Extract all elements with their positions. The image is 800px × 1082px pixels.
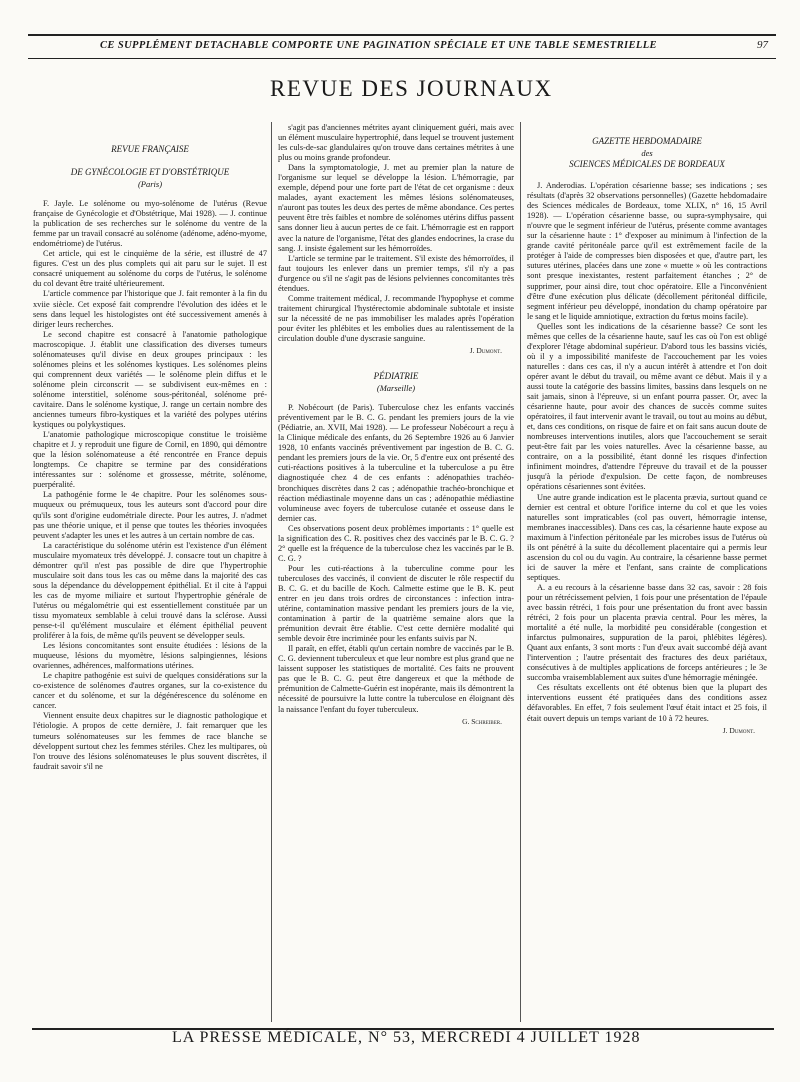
article-paragraph: F. Jayle. Le solénome ou myo-solénome de l'utérus (Revue française de Gynécologie et d'Obstétrique, Mai 1928). — J. continue la publication de ses recherches sur le solénome du ventre de la femme par un travail consacré au solénome (adénome, adéno-myome, endométriome) de l'utérus. bbox=[33, 199, 267, 249]
article-paragraph: Les lésions concomitantes sont ensuite étudiées : lésions de la muqueuse, lésions du myomètre, lésions salpingiennes, lésions ovariennes, adhérences, malformations utérines. bbox=[33, 641, 267, 671]
article-paragraph: Le second chapitre est consacré à l'anatomie pathologique macroscopique. J. établit une classification des diverses tumeurs solénomateuses qu'il divise en deux groupes principaux : les solénomes pleins et les solénomes kystiques. Les solénomes pleins qui comprennent deux variétés — le solénome plein diffus et le solénome plein circonscrit — se subdivisent eux-mêmes en : solénome interstitiel, solénome sous-péritonéal, solénome pré-cavitaire. Dans le solénome kystique, J. range un certain nombre des anciennes tumeurs fibro-kystiques et la variété des polypes utérins kystiques ou polykystiques. bbox=[33, 329, 267, 430]
article-paragraph: Une autre grande indication est le placenta prævia, surtout quand ce dernier est central et obture l'orifice interne du col et que les voies naturelles sont impraticables (col pas ouvert, hémorragie intense, membranes inaccessibles). Dans ces cas, la césarienne haute expose au maximum à l'infection péritonéale par les microbes issus de l'utérus où ils ont pénétré à la suite du décollement placentaire qui a permis leur ascension du col ou du vagin. Au contraire, la césarienne basse permet ici de sauver la mère et l'enfant, sans crainte de complications septiques. bbox=[527, 492, 767, 582]
article-paragraph: Cet article, qui est le cinquième de la série, est illustré de 47 figures. C'est un des plus complets qui ait paru sur le sujet. Il est consacré uniquement au solénome du corps de l'utérus, le solénome du col devant être traité ultérieurement. bbox=[33, 249, 267, 289]
article-paragraph: La pathogénie forme le 4e chapitre. Pour les solénomes sous-muqueux ou prémuqueux, tous les auteurs sont d'accord pour dire qu'ils sont d'origine eudométriale directe. Pour les autres, J. n'admet pas une théorie unique, et il pense que toutes les théories invoquées peuvent s'adapter les unes et les autres à un certain nombre de cas. bbox=[33, 490, 267, 540]
article-paragraph: A. a eu recours à la césarienne basse dans 32 cas, savoir : 28 fois pour un rétrécissement pelvien, 1 fois pour une présentation de l'épaule avec bassin rétréci, 1 fois pour une présentation du front avec bassin rétréci, 2 fois pour un placenta prævia central. Pour les mères, la mortalité a été nulle, la morbidité peu considérable (congestion et infarctus pulmonaires, suppuration de la paroi, phlébites légères). Quant aux enfants, 3 sont morts : l'un d'eux avait succombé déjà avant l'intervention ; l'autre présentait des fractures des deux pariétaux, consécutives à de multiples applications de forceps antérieures ; le 3e succomba vraisemblablement aux suites d'une hémorragie méningée. bbox=[527, 582, 767, 683]
section-heading: GAZETTE HEBDOMADAIRE bbox=[592, 136, 702, 146]
article-paragraph: Comme traitement médical, J. recommande l'hypophyse et comme traitement chirurgical l'hystérectomie abdominale subtotale et insiste sur la nécessité de ne pas immobiliser les malades après l'opération pour éviter les phlébites et les embolies dues au ralentissement de la circulation double d'une dyscrasie sanguine. bbox=[278, 293, 514, 343]
page-title: REVUE DES JOURNAUX bbox=[270, 76, 553, 101]
section-heading: DE GYNÉCOLOGIE ET D'OBSTÉTRIQUE bbox=[70, 167, 230, 177]
supplement-banner bbox=[28, 34, 776, 59]
page-footer bbox=[32, 1028, 774, 1058]
article-paragraph: s'agit pas d'anciennes métrites ayant cliniquement guéri, mais avec un élément musculaire hypertrophié, dans lequel se trouvent justement les culs-de-sac glandulaires qu'on trouve dans certaines métrites à une plus ou moins grande profondeur. bbox=[278, 123, 514, 163]
article-paragraph: Le chapitre pathogénie est suivi de quelques considérations sur la co-existence de solénomes d'autres organes, sur la co-existence du cancer et du solénome, et sur la dégénérescence du solénome en cancer. bbox=[33, 671, 267, 711]
article-paragraph: Ces résultats excellents ont été obtenus bien que la plupart des interventions eussent été pratiquées dans des conditions assez défavorables. En effet, 7 fois seulement l'œuf était intact et 25 fois, il était ouvert depuis un temps variant de 10 à 72 heures. bbox=[527, 683, 767, 723]
column-rule bbox=[271, 122, 272, 1022]
article-paragraph: J. Anderodias. L'opération césarienne basse; ses indications ; ses résultats (d'après 32 observations personnelles) (Gazette hebdomadaire des Sciences médicales de Bordeaux, tome XLIX, n° 16, 15 Avril 1928). — L'opération césarienne basse, ou supra-symphysaire, qui n'ouvre que le segment inférieur de l'utérus, présente comme avantages sur la césarienne haute : 1° d'exposer au minimum à l'infection de la grande cavité péritonéale parce qu'il est extrêmement facile de la protéger à l'aide de compresses bien disposées et que, d'autre part, les sutures utérines, placées dans une zone « muette » où les contractions sont presque inexistantes, restent parfaitement étanches ; 2° de supprimer, pour ainsi dire, tout choc opératoire. Elle a l'inconvénient d'être d'une exécution plus délicate (décollement péritonéal difficile, segment inférieur peu développé, inondation du champ opératoire par le sang et le liquide amniotique, extraction du fœtus moins facile). bbox=[527, 181, 767, 321]
article-paragraph: Quelles sont les indications de la césarienne basse? Ce sont les mêmes que celles de la césarienne haute, sauf les cas où l'on est obligé d'explorer l'étage abdominal supérieur. D'abord tous les bassins viciés, où il y a impossibilité manifeste de l'accouchement par les voies naturelles : dans ces cas, il n'y a aucun intérêt à attendre et l'on doit opérer avant le début du travail, ou même avant ce début. Mais il y a aussi toute la catégorie des bassins limites, bassins dans lesquels on ne sait jamais, sinon à l'épreuve, si un enfant pourra passer. Or, avec la césarienne haute, pour avoir des chances de succès comme suites opératoires, il faut intervenir avant le travail, ou tout au moins au début, et, dans ces conditions, on risque de faire et on fait sans aucun doute de nombreuses interventions inutiles, alors que l'accouchement se serait peut-être fait par les voies naturelles. Avec la césarienne basse, au contraire, on a la possibilité, étant donné les risques d'infection infiniment moindres, d'attendre l'épreuve du travail et de la pousser jusqu'à la période d'expulsion. De cette façon, de nombreuses opérations césariennes sont évitées. bbox=[527, 321, 767, 492]
author-signature: J. Dumont. bbox=[722, 725, 755, 735]
column-left bbox=[33, 133, 267, 1021]
column-rule bbox=[520, 122, 521, 1022]
article-paragraph: L'anatomie pathologique microscopique constitue le troisième chapitre et J. y reproduit une figure de Cornil, en 1890, qui démontre que la lésion solénomateuse a été rencontrée en France depuis longtemps. Ce chapitre se termine par des considérations intéressantes sur : solénome et grossesse, métrite, solénome, puerpéralité. bbox=[33, 430, 267, 490]
article-paragraph: Pour les cuti-réactions à la tuberculine comme pour les tuberculoses des vaccinés, il convient de discuter le rôle respectif du B. C. G. et du bacille de Koch. Calmette estime que le B. K. peut entrer en jeu dans trois ordres de circonstances : infection intra-utérine, contamination massive pendant les premiers jours de la vie, contamination à partir de la quatrième semaine alors que la prémunition devrait être établie. C'est cette dernière modalité qui semble devoir être incriminée pour les enfants suivis par N. bbox=[278, 563, 514, 644]
article-paragraph: Ces observations posent deux problèmes importants : 1° quelle est la signification des C. R. positives chez des vaccinés par le B. C. G. ? 2° quelle est la fréquence de la tuberculose chez les vaccinés par le B. C. G. ? bbox=[278, 523, 514, 563]
section-city: (Marseille) bbox=[376, 383, 416, 394]
article-paragraph: L'article commence par l'historique que J. fait remonter à la fin du xviie siècle. Cet exposé fait comprendre l'évolution des idées et le sens dans lequel les histologistes ont été successivement amenés à diriger leurs recherches. bbox=[33, 289, 267, 329]
author-signature: G. Schreiber. bbox=[462, 716, 502, 726]
article-paragraph: Dans la symptomatologie, J. met au premier plan la nature de l'organisme sur lequel se développe la lésion. L'hémorragie, par exemple, dépend pour une forte part de l'état de cet organisme : deux malades, ayant exactement les mêmes lésions solénomateuses, n'auront pas toutes les deux des pertes de même abondance. Ces pertes peuvent être très faibles et nombre de solénomes utérins diffus passent sans donner lieu à aucun pertes de ce fait. L'hémorragie est en rapport avec la nature de l'organisme, l'état des glandes endocrines, la crase du sang. J. insiste également sur les hémorroïdes. bbox=[278, 163, 514, 253]
section-heading: SCIENCES MÉDICALES DE BORDEAUX bbox=[569, 159, 725, 170]
column-right bbox=[527, 133, 767, 1021]
article-paragraph: P. Nobécourt (de Paris). Tuberculose chez les enfants vaccinés préventivement par le B. C. G. pendant les premiers jours de la vie (Pédiatrie, an. XVII, Mai 1928). — Le professeur Nobécourt a reçu à la Clinique médicale des enfants, du 26 Septembre 1926 au 6 Janvier 1928, 10 enfants vaccinés préventivement par ingestion de B. C. G. pendant les premiers jours de la vie. Or, 5 d'entre eux ont présenté des cuti-réactions positives à la tuberculine et la tuberculose a pu être diagnostiquée chez 4 de ces enfants : adénopathies trachéo-bronchiques discrètes dans 2 cas ; adénopathie trachéo-bronchique et réaction médiastinale moyenne dans un cas ; adénopathie médiastine volumineuse avec foyers de tuberculose cutanée et osseuse dans le dernier cas. bbox=[278, 403, 514, 523]
article-paragraph: Il paraît, en effet, établi qu'un certain nombre de vaccinés par le B. C. G. deviennent tuberculeux et que leur nombre est plus grand que ne laissent supposer les statistiques de mortalité. Ces faits ne prouvent pas que le B. C. G. peut être dangereux et que la méthode de prémunition de Calmette-Guérin est inopérante, mais ils démontrent la nécessité de poursuivre la lutte contre la tuberculose en éloignant dès la naissance l'enfant du foyer tuberculeux. bbox=[278, 644, 514, 714]
supplement-note: CE SUPPLÉMENT DETACHABLE COMPORTE UNE PAGINATION SPÉCIALE ET UNE TABLE SEMESTRIELLE bbox=[100, 40, 657, 51]
author-signature: J. Dumont. bbox=[469, 346, 502, 356]
section-heading: PÉDIATRIE bbox=[373, 371, 419, 382]
column-middle bbox=[278, 123, 514, 1021]
section-city: (Paris) bbox=[137, 179, 163, 189]
article-paragraph: Viennent ensuite deux chapitres sur le diagnostic pathologique et l'étiologie. A propos de cette dernière, J. fait remarquer que les tumeurs solénomateuses sur les femmes de race blanche se développent surtout chez les femmes stériles. Chez les multipares, où l'on trouve des lésions solénomateuses le plus souvent discrètes, il faudrait savoir s'il ne bbox=[33, 711, 267, 771]
footer-journal-line: LA PRESSE MÉDICALE, N° 53, MERCREDI 4 JUILLET 1928 bbox=[172, 1029, 641, 1046]
page-number: 97 bbox=[757, 39, 768, 51]
article-paragraph: L'article se termine par le traitement. S'il existe des hémorroïdes, il faut toujours les enlever dans un premier temps, s'il n'y a pas d'urgence ou s'il ne s'agit pas de lésions pelviennes concomitantes très étendues. bbox=[278, 253, 514, 293]
section-heading-connector: des bbox=[641, 148, 653, 158]
section-heading: REVUE FRANÇAISE bbox=[111, 144, 189, 154]
article-paragraph: La caractéristique du solénome utérin est l'existence d'un élément musculaire myomateux très développé. J. consacre tout un chapitre à démontrer qu'il n'est pas possible de dire que l'hypertrophie musculaire soit dans tous les cas ou même dans la majorité des cas sous la dépendance du développement épithélial. Et il cite à l'appui les cas de myome miliaire et surtout l'hypertrophie générale de l'utérus ou mégalométrie qui est essentiellement constituée par un tissu myomateux semblable à celui trouvé dans la sclérose. Aussi pense-t-il qu'élément musculaire et élément épithélial peuvent proliférer à la fois, de même qu'ils peuvent se développer seuls. bbox=[33, 540, 267, 641]
